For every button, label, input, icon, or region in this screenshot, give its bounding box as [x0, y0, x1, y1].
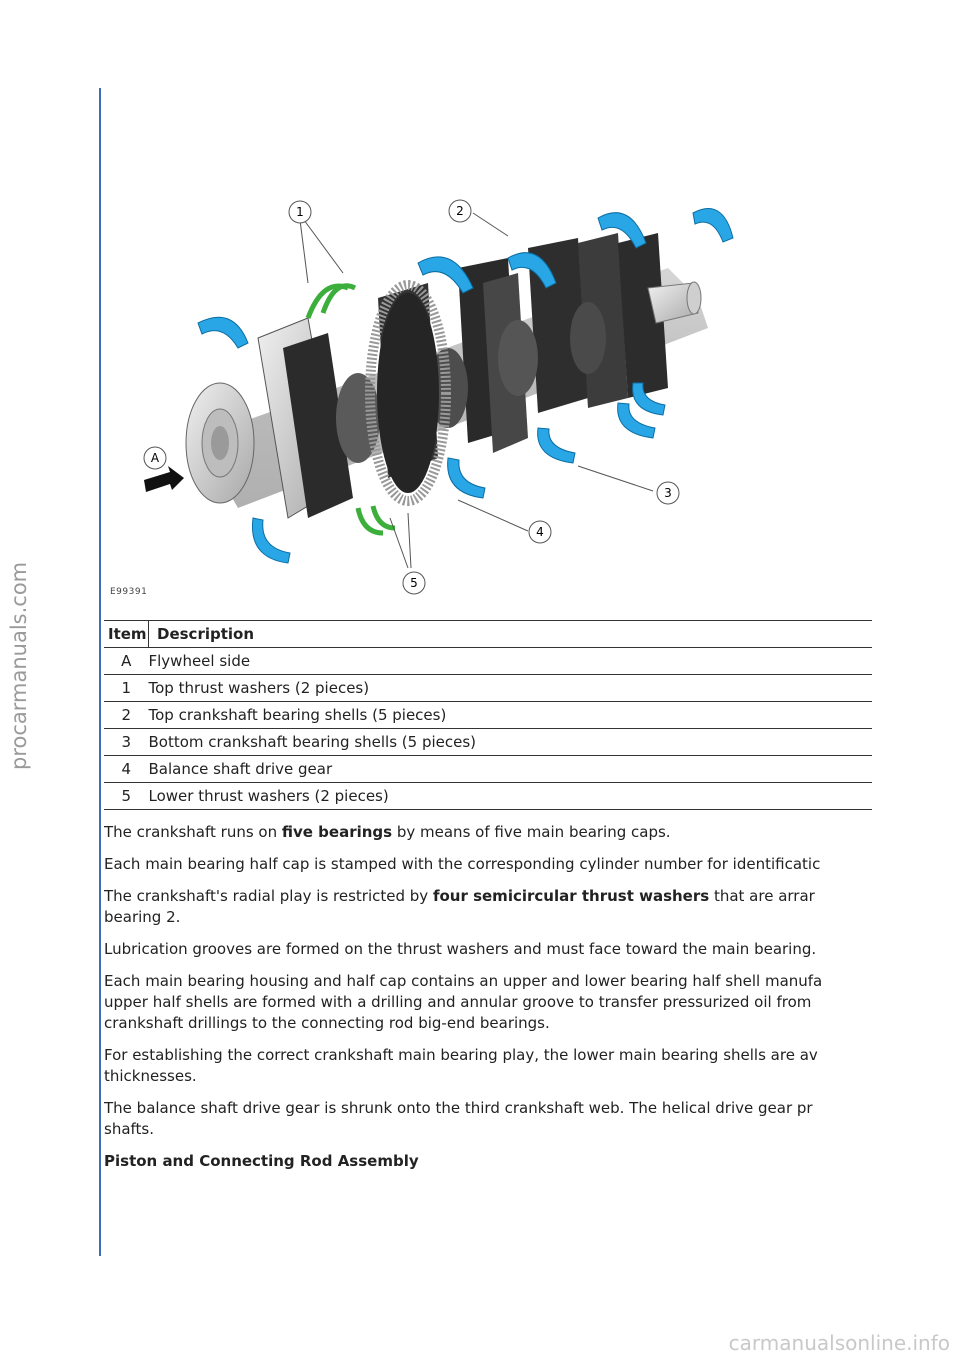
legend-description: Lower thrust washers (2 pieces) [149, 783, 873, 810]
callout-1: 1 [296, 205, 304, 219]
crankshaft [186, 233, 708, 518]
legend-header-description: Description [149, 621, 873, 648]
text-run: by means of five main bearing caps. [392, 823, 671, 841]
section-heading: Piston and Connecting Rod Assembly [104, 1152, 419, 1170]
legend-header-row [104, 621, 872, 648]
paragraph [104, 886, 872, 928]
text-run: The balance shaft drive gear is shrunk onto the third crankshaft web. The helical drive gear pr [104, 1099, 813, 1117]
bottom-watermark: carmanualsonline.info [728, 1331, 950, 1355]
callout-5: 5 [410, 576, 418, 590]
legend-item: 1 [104, 675, 149, 702]
emphasis: four semicircular thrust washers [432, 887, 710, 905]
legend-table [104, 620, 872, 810]
emphasis: five bearings [281, 823, 393, 841]
margin-rule [99, 88, 101, 1256]
callout-a: A [150, 451, 160, 465]
table-row [104, 702, 872, 729]
legend-description: Top thrust washers (2 pieces) [149, 675, 873, 702]
text-run: thicknesses. [104, 1067, 197, 1085]
paragraph [104, 1098, 872, 1140]
legend-description: Top crankshaft bearing shells (5 pieces) [149, 702, 873, 729]
legend-header-item: Item [104, 621, 149, 648]
callout-2: 2 [456, 204, 464, 218]
legend-description: Bottom crankshaft bearing shells (5 pieces) [149, 729, 873, 756]
table-row [104, 675, 872, 702]
paragraph [104, 971, 872, 1034]
legend-item: 2 [104, 702, 149, 729]
table-row [104, 729, 872, 756]
table-row [104, 648, 872, 675]
table-row [104, 783, 872, 810]
paragraph: Each main bearing half cap is stamped with the corresponding cylinder number for identificatic [104, 855, 821, 873]
text-run: that are arrar [709, 887, 815, 905]
side-watermark: procarmanuals.com [7, 561, 31, 770]
text-run: The crankshaft's radial play is restricted by [104, 887, 433, 905]
paragraph: Lubrication grooves are formed on the thrust washers and must face toward the main bearing. [104, 940, 817, 958]
callout-3: 3 [664, 486, 672, 500]
crankshaft-illustration [108, 188, 828, 608]
body-text [104, 822, 872, 1183]
text-run: upper half shells are formed with a drilling and annular groove to transfer pressurized oil from [104, 993, 812, 1011]
legend-item: 4 [104, 756, 149, 783]
text-run: For establishing the correct crankshaft main bearing play, the lower main bearing shells are av [104, 1046, 818, 1064]
callout-4: 4 [536, 525, 544, 539]
figure-code: E99391 [110, 587, 148, 597]
text-run: bearing 2. [104, 908, 181, 926]
text-run: shafts. [104, 1120, 154, 1138]
paragraph [104, 822, 872, 843]
text-run: crankshaft drillings to the connecting rod big-end bearings. [104, 1014, 550, 1032]
table-row [104, 756, 872, 783]
legend-item: A [104, 648, 149, 675]
legend-item: 3 [104, 729, 149, 756]
legend-item: 5 [104, 783, 149, 810]
paragraph [104, 1045, 872, 1087]
text-run: Each main bearing housing and half cap contains an upper and lower bearing half shell manufa [104, 972, 823, 990]
legend-description: Flywheel side [149, 648, 873, 675]
text-run: The crankshaft runs on [104, 823, 282, 841]
flywheel-side-arrow [144, 466, 184, 492]
legend-description: Balance shaft drive gear [149, 756, 873, 783]
